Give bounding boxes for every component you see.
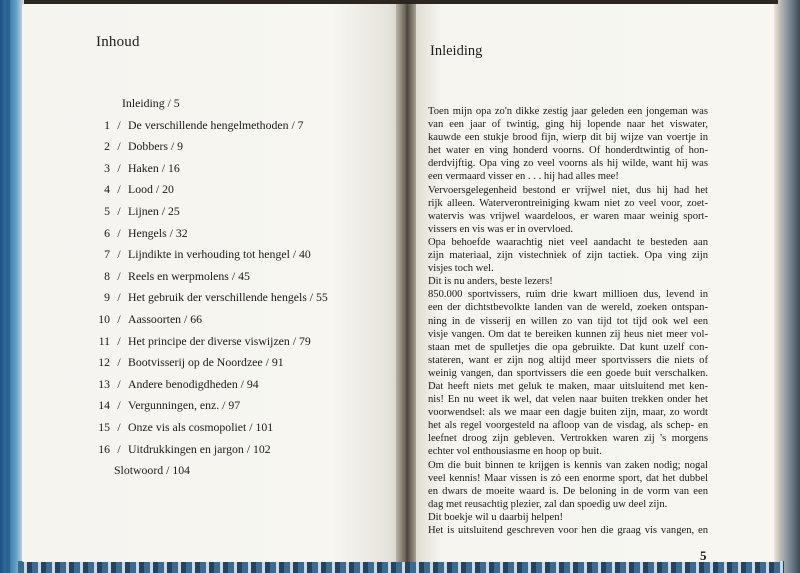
text-line: en dwars de moeite waard is. De beloning in de vorm van een <box>428 485 708 497</box>
toc-entry-title: Reels en werpmolens / 45 <box>128 268 250 283</box>
toc-entry <box>90 290 390 312</box>
text-line: een der dichtstbevolkte landen van de wereld, zoeken ontspan- <box>428 302 708 314</box>
toc-entry <box>90 312 390 334</box>
toc-entry-title: Lijnen / 25 <box>128 203 180 218</box>
toc-chapter-number: 7 <box>104 247 110 262</box>
text-line: ning in de visserij en willen zo van tijd tot tijd ook wel een <box>428 315 708 327</box>
text-line: Dit boekje wil u daarbij helpen! <box>428 511 564 523</box>
toc-separator: / <box>117 203 121 218</box>
toc-separator: / <box>117 355 121 370</box>
toc-separator: / <box>117 376 121 391</box>
toc-entry <box>90 161 390 183</box>
toc-entry <box>90 118 390 140</box>
bottom-cover-edge <box>18 561 784 573</box>
toc-chapter-number: 8 <box>104 268 110 283</box>
text-line: dag met reusachtig plezier, zal dan spoedig uw deel zijn. <box>428 498 668 510</box>
text-line: visjes toch wel. <box>428 263 494 275</box>
text-line: het water en ving honderd voorns. Of honderdtwintig of hon- <box>428 145 708 157</box>
toc-entry-title: Andere benodigdheden / 94 <box>128 376 259 391</box>
toc-separator: / <box>117 398 121 413</box>
toc-chapter-number: 2 <box>104 139 110 154</box>
text-line: Om die buit binnen te krijgen is kennis van zaken nodig; nogal <box>428 459 708 471</box>
toc-entry <box>90 139 390 161</box>
book-gutter <box>396 4 416 562</box>
text-line: visje vangen. Om dat te bereiken kunnen zij heus niet meer vol- <box>428 328 708 340</box>
toc-chapter-number: 12 <box>98 355 110 370</box>
toc-entry <box>90 269 390 291</box>
toc-chapter-number: 10 <box>98 311 110 326</box>
toc-entry-title: Het principe der diverse viswijzen / 79 <box>128 333 311 348</box>
toc-entry-title: Lood / 20 <box>128 182 174 197</box>
toc-entry <box>90 355 390 377</box>
toc-separator: / <box>117 247 121 262</box>
toc-separator: / <box>117 311 121 326</box>
text-line: veel kennis! Maar vissen is zó een enorme sport, dat het dubbel <box>428 472 708 484</box>
toc-chapter-number: 14 <box>98 398 110 413</box>
toc-entry <box>90 204 390 226</box>
toc-separator: / <box>117 225 121 240</box>
toc-entry-title: Aassoorten / 66 <box>128 311 203 326</box>
toc-separator: / <box>117 419 121 434</box>
toc-entry-title: Haken / 16 <box>128 160 180 175</box>
text-line: Het is uitsluitend geschreven voor hen die graag vis vangen, en <box>428 525 708 536</box>
toc-entry <box>90 96 390 118</box>
toc-chapter-number: 5 <box>104 203 110 218</box>
toc-chapter-number: 4 <box>104 182 110 197</box>
toc-separator: / <box>117 441 121 456</box>
toc-entry-title: De verschillende hengelmethoden / 7 <box>128 117 304 132</box>
toc-chapter-number: 9 <box>104 290 110 305</box>
text-line: kauwde een stukje brood fijn, wierp dit bij wijze van voertje in <box>428 132 708 144</box>
contents-heading: Inhoud <box>96 34 140 50</box>
toc-chapter-number: 16 <box>98 441 110 456</box>
toc-chapter-number: 6 <box>104 225 110 240</box>
text-line: leefnet droog zijn gebleven. Vertrokken waren zij 's morgens <box>428 433 708 445</box>
toc-entry-title: Hengels / 32 <box>128 225 188 240</box>
toc-entry-title: Het gebruik der verschillende hengels / 55 <box>128 290 328 305</box>
text-line: echter vol enthousiasme en hoop op buit. <box>428 446 602 458</box>
toc-separator: / <box>117 268 121 283</box>
text-line: voorwendsel: als we maar een dagje buiten zijn, maar, zo wordt <box>428 407 708 419</box>
text-line: vissers en vis was er in overvloed. <box>428 223 574 235</box>
text-line: staan met de spulletjes die opa gebruikte. Dat kunt uzelf con- <box>428 341 708 353</box>
toc-separator: / <box>117 333 121 348</box>
text-line: rijk alleen. Waterverontreiniging kwam niet zo veel voor, zoet- <box>428 197 708 209</box>
text-line: weinig vangen, dan sportvissers die een goede buit verschalken. <box>428 367 708 379</box>
toc-chapter-number: 13 <box>98 376 110 391</box>
toc-entry-title: Onze vis als cosmopoliet / 101 <box>128 419 274 434</box>
toc-entry <box>90 420 390 442</box>
text-line: Toen mijn opa zo'n dikke zestig jaar geleden een jongeman was <box>428 106 708 117</box>
toc-entry <box>90 247 390 269</box>
toc-chapter-number: 15 <box>98 419 110 434</box>
text-line: Dat heeft niets met geluk te maken, maar uitsluitend met ken- <box>428 380 708 392</box>
text-line: derdvijftig. Opa ving zo veel voorns als hij wilde, want hij was <box>428 158 708 170</box>
toc-entry-title: Vergunningen, enz. / 97 <box>128 398 241 413</box>
toc-separator: / <box>117 117 121 132</box>
toc-entry-title: Dobbers / 9 <box>128 139 184 154</box>
text-line: zijn materiaal, zijn vistechniek of zijn tactiek. Opa ving zijn <box>428 250 708 262</box>
text-line: stateren, want er zijn nog altijd meer sportvissers die niets of <box>428 354 708 366</box>
text-line: een vermaard visser en . . . hij had alles mee! <box>428 171 619 183</box>
toc-entry <box>90 226 390 248</box>
text-line: watervis was vrijwel waardeloos, er waren maar weinig sport- <box>428 210 708 222</box>
toc-separator: / <box>117 160 121 175</box>
toc-chapter-number: 1 <box>104 117 110 132</box>
toc-chapter-number: 3 <box>104 160 110 175</box>
toc-separator: / <box>117 139 121 154</box>
toc-entry <box>90 182 390 204</box>
text-line: het als regel voorgesteld na afloop van de visdag, als schep- en <box>428 420 708 432</box>
introduction-heading: Inleiding <box>430 43 483 59</box>
left-cover-edge <box>0 0 24 573</box>
toc-separator: / <box>117 182 121 197</box>
text-line: 850.000 sportvissers, ruim drie kwart millioen dus, levend in <box>428 289 708 301</box>
toc-entry <box>90 463 390 485</box>
toc-separator: / <box>117 290 121 305</box>
right-cover-edge <box>778 0 800 573</box>
toc-entry-title: Lijndikte in verhouding tot hengel / 40 <box>128 247 311 262</box>
page-number: 5 <box>700 548 707 563</box>
table-of-contents <box>90 96 390 485</box>
text-line: van een jaar of twintig, ging hij lopende naar het viswater, <box>428 119 708 131</box>
text-line: nis! En nu weet ik wel, dat velen naar buiten trekken onder het <box>428 394 708 406</box>
text-line: Dit is nu anders, beste lezers! <box>428 276 553 288</box>
text-line: Vervoersgelegenheid bestond er vrijwel niet, dus hij had het <box>428 184 708 196</box>
toc-entry-title: Uitdrukkingen en jargon / 102 <box>128 441 271 456</box>
toc-entry-title: Slotwoord / 104 <box>114 463 191 478</box>
toc-entry-title: Inleiding / 5 <box>122 96 180 110</box>
toc-entry <box>90 398 390 420</box>
toc-entry <box>90 334 390 356</box>
toc-entry <box>90 442 390 464</box>
text-line: Opa behoefde waarachtig niet veel aandacht te besteden aan <box>428 236 708 248</box>
introduction-body-text <box>428 105 708 537</box>
toc-chapter-number: 11 <box>98 333 110 348</box>
toc-entry-title: Bootvisserij op de Noordzee / 91 <box>128 355 284 370</box>
toc-entry <box>90 377 390 399</box>
